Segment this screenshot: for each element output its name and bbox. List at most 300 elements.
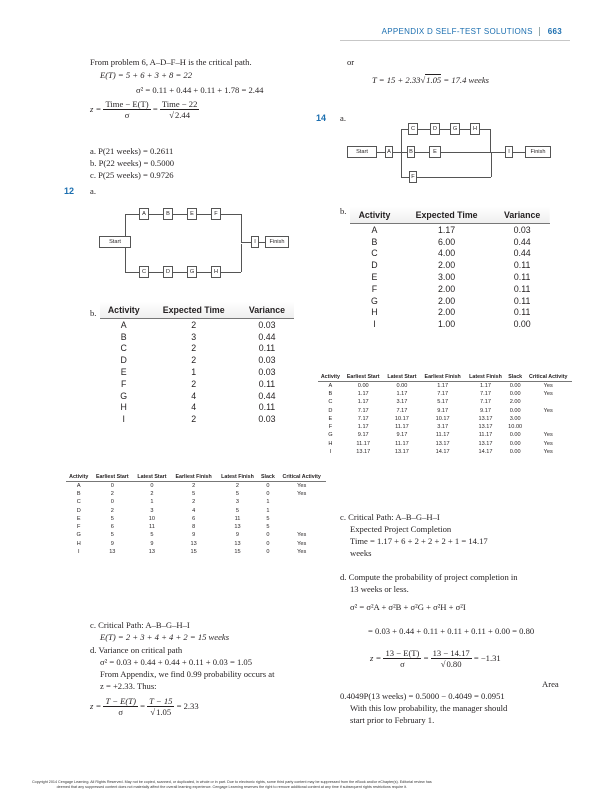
z2-lhs: z =: [90, 700, 102, 711]
network-diagram-12: [95, 200, 325, 285]
schedule14-cell: 10.17: [435, 415, 450, 422]
schedule14-cell: 11.17: [395, 440, 409, 447]
z2-eq-1: =: [140, 700, 145, 711]
col-header-activity: Activity: [100, 302, 147, 319]
schedule12-cell: I: [77, 549, 80, 556]
variance12-cell: 0.03: [258, 355, 276, 366]
t-formula-post: = 17.4 weeks: [443, 75, 490, 85]
schedule14-cell: 0.00: [509, 432, 521, 439]
schedule12-cell: 15: [190, 549, 197, 556]
schedule12-row: [66, 506, 326, 514]
schedule12-cell: 0: [150, 482, 154, 489]
schedule12-cell: 4: [192, 507, 196, 514]
col-header-expected-time: Expected Time: [147, 302, 239, 319]
col-header-slack: Slack: [258, 474, 277, 481]
variance12-row: [100, 402, 294, 414]
variance14-row: [350, 295, 550, 307]
q14-c-line3: Time = 1.17 + 6 + 2 + 2 + 2 + 1 = 14.17: [350, 536, 488, 546]
schedule14-cell: 7.17: [437, 390, 449, 397]
node-c: C: [139, 266, 149, 278]
variance14-row: [350, 318, 550, 330]
schedule12-cell: 2: [110, 507, 114, 514]
schedule14-cell: 9.17: [396, 432, 408, 439]
col-header-latest-finish: Latest Finish: [217, 474, 259, 481]
schedule12-row: [66, 523, 326, 531]
schedule14-cell: 0.00: [509, 390, 521, 397]
z-frac-1: [103, 99, 150, 121]
node-d: D: [163, 266, 173, 278]
variance12-cell: 4: [191, 402, 197, 413]
variance14-cell: 0.44: [513, 248, 531, 259]
variance12-cell: 0.11: [258, 402, 276, 413]
schedule12-cell: D: [76, 507, 81, 514]
schedule14-cell: 7.17: [480, 399, 491, 406]
prob-b: b. P(22 weeks) = 0.5000: [90, 158, 175, 168]
col-header-expected-time: Expected Time: [399, 207, 494, 224]
variance14-cell: 6.00: [438, 236, 456, 247]
z-eq: =: [152, 103, 158, 114]
node-a: A: [385, 146, 393, 158]
schedule14-row: [318, 431, 572, 439]
schedule14-cell: 13.17: [435, 440, 450, 447]
z-formula-2: [90, 696, 199, 718]
schedule12-cell: 13: [148, 549, 156, 556]
variance12-cell: 0.03: [258, 319, 276, 330]
schedule12-cell: 0: [266, 482, 270, 489]
z2-den-2: 1.05: [156, 707, 172, 717]
schedule12-cell: 1: [266, 507, 270, 514]
schedule12-cell: 2: [192, 482, 196, 489]
variance14-row: [350, 307, 550, 319]
schedule12-cell: 0: [266, 532, 270, 539]
schedule12-cell: Yes: [297, 540, 307, 547]
schedule14-cell: 7.17: [396, 407, 408, 414]
col-header-earliest-finish: Earliest Finish: [171, 474, 217, 481]
variance12-cell: 4: [191, 390, 197, 401]
prob-a: a. P(21 weeks) = 0.2611: [90, 146, 174, 156]
variance14-row: [350, 224, 550, 236]
col-header-activity: Activity: [66, 474, 91, 481]
q14-c-line4: weeks: [350, 548, 372, 558]
z3-frac-2: $\frac{13 - 14.17}{√0.80}$: [432, 648, 470, 669]
schedule14-cell: 0.00: [509, 407, 521, 414]
z2-frac-1: [103, 696, 137, 718]
schedule14-cell: 13.17: [394, 449, 409, 456]
variance14-cell: G: [371, 295, 378, 306]
variance12-cell: 0.44: [258, 390, 276, 401]
variance14-cell: 0.11: [513, 272, 531, 283]
variance12-row: [100, 319, 294, 331]
footer-line-1: Copyright 2014 Cengage Learning. All Rights Reserved. May not be copied, scanned, or duplicated, in whole or in part. Due to electronic rights, some third party content may be suppressed from the eBook and/or eChapter(s). Editorial review has: [32, 780, 432, 784]
schedule12-cell: [277, 498, 326, 506]
schedule14-row: [318, 381, 572, 390]
variance14-cell: 3.00: [438, 272, 456, 283]
col-header-variance: Variance: [494, 207, 550, 224]
schedule14-cell: E: [328, 415, 333, 422]
expected-time-eq: E(T) = 5 + 6 + 3 + 8 = 22: [100, 70, 193, 80]
schedule14-cell: Yes: [543, 390, 553, 397]
z2-frac-2: $\frac{T - 15}{√1.05}$: [149, 696, 173, 717]
schedule12-cell: 3: [150, 507, 154, 514]
variance14-cell: 0.11: [513, 307, 531, 318]
schedule12-cell: Yes: [297, 549, 307, 556]
variance12-cell: 2: [191, 343, 197, 354]
q14-part-a: a.: [340, 113, 346, 123]
t-formula-pre: T = 15 + 2.33: [372, 75, 421, 85]
variance14-cell: 0.00: [513, 319, 531, 330]
schedule12-cell: 5: [235, 490, 240, 497]
variance-table-12: [100, 302, 294, 425]
col-header-latest-finish: Latest Finish: [465, 374, 506, 381]
schedule14-cell: 7.17: [480, 390, 491, 397]
schedule14-cell: 14.17: [478, 449, 493, 456]
q12-variance: σ² = 0.03 + 0.44 + 0.44 + 0.11 + 0.03 = 1.05: [100, 657, 252, 667]
schedule12-cell: Yes: [297, 490, 307, 497]
z2-eq-2: = 2.33: [176, 700, 199, 711]
or-label: or: [347, 57, 355, 67]
schedule12-row: [66, 498, 326, 506]
schedule14-row: [318, 440, 572, 448]
variance14-row: [350, 259, 550, 271]
q14-part-c: c. Critical Path: A–B–G–H–I: [340, 512, 440, 522]
copyright-footer: [32, 780, 432, 790]
running-head-title: APPENDIX D SELF-TEST SOLUTIONS: [381, 27, 533, 36]
node-start: Start: [99, 236, 131, 248]
schedule12-cell: 11: [149, 524, 155, 531]
q12-expected-time: E(T) = 2 + 3 + 4 + 4 + 2 = 15 weeks: [100, 632, 230, 642]
variance12-cell: E: [120, 367, 127, 378]
schedule14-row: [318, 448, 572, 456]
schedule12-cell: 2: [192, 499, 196, 506]
node-g: G: [187, 266, 197, 278]
z2-num-1: T − E(T): [105, 696, 136, 706]
variance12-cell: 3: [191, 331, 197, 342]
schedule14-cell: 14.17: [435, 449, 450, 456]
schedule14-cell: 9.17: [480, 407, 491, 414]
schedule14-cell: 0.00: [396, 382, 408, 389]
col-header-critical: Critical Activity: [277, 474, 326, 481]
schedule12-cell: 13: [109, 549, 116, 556]
node-finish: Finish: [265, 236, 289, 248]
q12-text-2: z = +2.33. Thus:: [100, 681, 157, 691]
col-header-latest-start: Latest Start: [384, 374, 421, 381]
z-num-2: Time − 22: [161, 99, 198, 109]
variance14-cell: A: [371, 224, 378, 235]
variance14-cell: 1.00: [438, 319, 456, 330]
z3-num-1: 13 − E(T): [385, 648, 420, 658]
schedule14-row: [318, 423, 572, 431]
question-14-number: 14: [316, 113, 327, 123]
q12-text-1: From Appendix, we find 0.99 probability occurs at: [100, 669, 275, 679]
variance12-cell: 0.44: [258, 331, 276, 342]
schedule12-cell: 1: [150, 499, 154, 506]
schedule12-cell: F: [77, 524, 81, 531]
schedule14-cell: 9.17: [357, 432, 369, 439]
schedule14-cell: H: [328, 440, 333, 447]
schedule14-cell: 2.00: [509, 399, 521, 406]
variance12-cell: 0.03: [258, 367, 276, 378]
schedule14-cell: 3.17: [396, 399, 408, 406]
variance12-cell: F: [121, 378, 127, 389]
schedule12-cell: 13: [190, 540, 197, 547]
z-den-1: σ: [124, 110, 130, 120]
z3-den-1: σ: [400, 659, 405, 669]
z3-eq-1: =: [423, 652, 429, 663]
schedule14-cell: I: [329, 449, 332, 456]
z-frac-2: $\frac{\text{Time − 22}}{√2.44}$: [161, 99, 198, 120]
variance14-cell: B: [371, 236, 378, 247]
col-header-variance: Variance: [240, 302, 294, 319]
schedule12-cell: G: [76, 532, 81, 539]
variance14-cell: D: [371, 260, 378, 271]
schedule12-cell: 13: [234, 524, 241, 531]
schedule12-cell: [277, 515, 326, 523]
schedule14-cell: 13.17: [478, 424, 493, 431]
schedule12-cell: 6: [110, 524, 114, 531]
variance14-cell: 2.00: [438, 260, 456, 271]
schedule14-cell: G: [328, 432, 333, 439]
schedule12-cell: E: [76, 515, 81, 522]
conclusion-2: start prior to February 1.: [350, 715, 435, 725]
variance14-cell: 1.17: [438, 224, 456, 235]
schedule14-cell: 3.17: [437, 424, 449, 431]
conclusion-1: With this low probability, the manager should: [350, 703, 508, 713]
node-e: E: [187, 208, 197, 220]
schedule12-cell: 3: [235, 499, 240, 506]
schedule14-cell: 1.17: [357, 399, 369, 406]
schedule14-cell: 3.00: [509, 415, 521, 422]
schedule14-cell: [524, 423, 572, 431]
schedule12-cell: 2: [235, 482, 240, 489]
schedule12-cell: 2: [150, 490, 154, 497]
schedule12-cell: 5: [266, 515, 270, 522]
running-head: [382, 27, 562, 36]
schedule14-row: [318, 415, 572, 423]
col-header-slack: Slack: [506, 374, 525, 381]
schedule12-cell: 5: [110, 532, 114, 539]
variance12-cell: 2: [191, 355, 197, 366]
variance12-cell: 2: [191, 319, 197, 330]
schedule14-row: [318, 406, 572, 414]
schedule14-cell: [524, 415, 572, 423]
schedule12-cell: C: [76, 499, 81, 506]
schedule14-cell: 1.17: [396, 390, 408, 397]
schedule12-cell: 0: [266, 490, 270, 497]
schedule14-cell: 1.17: [480, 382, 491, 389]
node-a: A: [139, 208, 149, 220]
schedule14-cell: 11.17: [478, 432, 493, 439]
variance12-cell: G: [120, 390, 128, 401]
schedule12-cell: 9: [110, 540, 114, 547]
schedule14-cell: 7.17: [357, 407, 369, 414]
node-b: B: [407, 146, 415, 158]
q14-c-line2: Expected Project Completion: [350, 524, 452, 534]
schedule12-cell: 5: [110, 515, 114, 522]
q14-d-line2: 13 weeks or less.: [350, 584, 409, 594]
schedule12-cell: 6: [192, 515, 196, 522]
variance14-cell: E: [371, 272, 378, 283]
q12-part-b: b.: [90, 308, 97, 318]
schedule12-cell: Yes: [297, 532, 307, 539]
z3-num-2: 13 − 14.17: [432, 648, 470, 658]
variance14-cell: 0.03: [513, 224, 531, 235]
schedule12-row: [66, 548, 326, 556]
schedule14-cell: C: [328, 399, 333, 406]
variance14-cell: 2.00: [438, 283, 456, 294]
variance12-cell: I: [122, 414, 125, 425]
variance14-row: [350, 283, 550, 295]
variance14-cell: 0.11: [513, 260, 531, 271]
q14-variance-sum: σ² = σ²A + σ²B + σ²G + σ²H + σ²I: [350, 602, 466, 612]
node-d: D: [430, 123, 440, 135]
variance12-cell: 0.11: [258, 343, 276, 354]
schedule12-cell: 5: [266, 524, 270, 531]
z-lhs: z =: [90, 103, 102, 114]
variance12-cell: C: [120, 343, 127, 354]
schedule14-row: [318, 390, 572, 398]
schedule12-cell: 5: [235, 507, 240, 514]
variance14-cell: 0.44: [513, 236, 531, 247]
schedule12-cell: 9: [235, 532, 240, 539]
node-h: H: [211, 266, 221, 278]
node-f: F: [409, 171, 417, 183]
schedule14-cell: 11.17: [395, 424, 409, 431]
z3-den-2: 0.80: [446, 659, 462, 669]
schedule-table-14: [318, 374, 572, 456]
z3-eq-2: = −1.31: [473, 652, 501, 663]
schedule12-cell: 5: [192, 490, 196, 497]
node-g: G: [450, 123, 460, 135]
variance14-cell: F: [371, 283, 378, 294]
variance12-cell: 0.11: [258, 378, 276, 389]
variance14-cell: 2.00: [438, 307, 456, 318]
schedule14-cell: 13.17: [478, 440, 493, 447]
col-header-earliest-start: Earliest Start: [343, 374, 384, 381]
col-header-critical: Critical Activity: [524, 374, 572, 381]
schedule12-cell: 11: [234, 515, 241, 522]
schedule12-cell: A: [76, 482, 81, 489]
schedule14-cell: 1.17: [357, 390, 369, 397]
variance14-cell: 0.11: [513, 283, 531, 294]
schedule14-cell: 1.17: [357, 424, 369, 431]
z-den-2: 2.44: [174, 110, 190, 120]
schedule-table-12: [66, 474, 326, 556]
node-e: E: [429, 146, 441, 158]
schedule14-cell: Yes: [543, 407, 553, 414]
z2-den-1: σ: [118, 707, 124, 717]
schedule14-cell: 0.00: [509, 440, 521, 447]
q12-part-c: c. Critical Path: A–B–G–H–I: [90, 620, 190, 630]
schedule12-cell: 9: [192, 532, 196, 539]
node-h: H: [470, 123, 480, 135]
col-header-latest-start: Latest Start: [133, 474, 170, 481]
z2-num-2: T − 15: [149, 696, 173, 706]
schedule14-cell: 11.17: [435, 432, 450, 439]
schedule14-cell: 10.17: [394, 415, 409, 422]
q14-part-d: d. Compute the probability of project completion in: [340, 572, 518, 582]
schedule12-cell: [277, 506, 326, 514]
schedule14-cell: D: [328, 407, 333, 414]
schedule14-cell: 0.00: [357, 382, 369, 389]
variance12-cell: 1: [191, 367, 197, 378]
variance12-row: [100, 354, 294, 366]
variance12-row: [100, 413, 294, 425]
schedule14-cell: 11.17: [356, 440, 371, 447]
variance12-cell: 2: [191, 378, 197, 389]
variance12-cell: 2: [191, 414, 197, 425]
schedule14-cell: [524, 398, 572, 406]
col-header-earliest-start: Earliest Start: [91, 474, 133, 481]
schedule12-cell: 0: [110, 482, 114, 489]
node-b: B: [163, 208, 173, 220]
col-header-activity: Activity: [350, 207, 399, 224]
area-label: Area: [542, 679, 559, 689]
schedule14-cell: 13.17: [478, 415, 493, 422]
schedule12-cell: 0: [266, 540, 270, 547]
z-formula-3: [370, 648, 501, 670]
schedule12-row: [66, 531, 326, 539]
schedule12-cell: 2: [110, 490, 114, 497]
z3-lhs: z =: [370, 652, 382, 663]
variance14-row: [350, 236, 550, 248]
z3-frac-1: [383, 648, 421, 670]
schedule14-cell: 13.17: [356, 449, 371, 456]
variance12-row: [100, 378, 294, 390]
t-formula-rad: 1.05: [426, 75, 442, 85]
page-number: 663: [539, 27, 562, 36]
variance14-cell: 0.11: [513, 295, 531, 306]
question-12-number: 12: [64, 186, 75, 196]
schedule12-row: [66, 490, 326, 498]
col-header-earliest-finish: Earliest Finish: [420, 374, 465, 381]
schedule14-row: [318, 398, 572, 406]
node-i: I: [251, 236, 259, 248]
schedule14-cell: Yes: [543, 382, 553, 389]
node-i: I: [505, 146, 513, 158]
node-f: F: [211, 208, 221, 220]
variance14-cell: 4.00: [438, 248, 456, 259]
schedule14-cell: 7.17: [357, 415, 369, 422]
schedule12-row: [66, 540, 326, 548]
schedule12-cell: 0: [110, 499, 114, 506]
schedule12-row: [66, 515, 326, 523]
schedule14-cell: 0.00: [509, 449, 521, 456]
schedule14-cell: Yes: [543, 440, 553, 447]
schedule14-cell: Yes: [543, 449, 553, 456]
schedule14-cell: 0.00: [509, 382, 521, 389]
node-c: C: [408, 123, 418, 135]
prob-c: c. P(25 weeks) = 0.9726: [90, 170, 174, 180]
variance12-row: [100, 343, 294, 355]
variance14-cell: C: [371, 248, 378, 259]
schedule12-cell: 1: [266, 499, 270, 506]
schedule14-cell: 9.17: [437, 407, 449, 414]
node-start: Start: [347, 146, 377, 158]
col-header-activity: Activity: [318, 374, 343, 381]
variance-eq: σ² = 0.11 + 0.44 + 0.11 + 1.78 = 2.44: [136, 85, 264, 95]
z-num-1: Time − E(T): [105, 99, 149, 109]
variance12-row: [100, 366, 294, 378]
network-diagram-14: [345, 120, 575, 190]
q14-part-b: b.: [340, 206, 347, 216]
schedule14-cell: 10.00: [508, 424, 523, 431]
q14-variance-values: = 0.03 + 0.44 + 0.11 + 0.11 + 0.11 + 0.00 = 0.80: [368, 626, 535, 636]
schedule12-cell: 10: [148, 515, 156, 522]
schedule12-cell: 8: [192, 524, 196, 531]
probability-result: 0.4049P(13 weeks) = 0.5000 − 0.4049 = 0.0951: [340, 691, 505, 701]
header-rule: [340, 40, 570, 41]
variance14-cell: H: [371, 307, 378, 318]
